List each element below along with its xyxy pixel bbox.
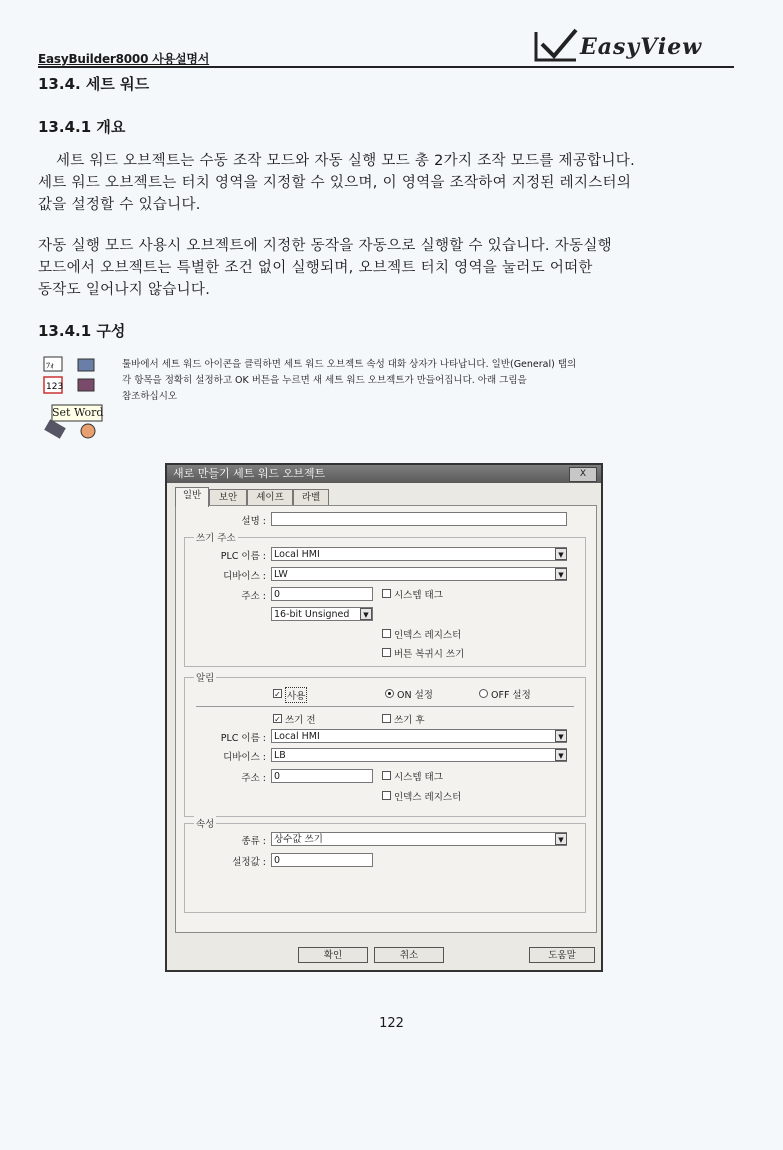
cancel-button[interactable]: 취소 xyxy=(374,947,444,963)
text-line: 자동 실행 모드 사용시 오브젝트에 지정한 동작을 자동으로 실행할 수 있습니다. 자동실행 xyxy=(38,238,612,254)
write-on-release-checkbox[interactable] xyxy=(382,648,391,657)
toolbar-icons-image xyxy=(40,355,110,440)
notify-device-select[interactable] xyxy=(271,748,567,762)
text-line: 세트 워드 오브젝트는 터치 영역을 지정할 수 있으며, 이 영역을 조작하여 지정된 레지스터의 xyxy=(38,175,632,191)
svg-text:123: 123 xyxy=(46,382,64,392)
plc-name-label: PLC 이름 : xyxy=(220,551,266,562)
after-write-label: 쓰기 후 xyxy=(394,715,425,726)
description-input[interactable] xyxy=(271,512,567,526)
section-title: 13.4. 세트 워드 xyxy=(38,75,150,93)
device-value: LW xyxy=(274,569,288,580)
logo-text: EasyView xyxy=(580,34,703,60)
chevron-down-icon[interactable]: ▼ xyxy=(555,568,567,580)
system-tag-label: 시스템 태그 xyxy=(394,590,443,601)
tab-general[interactable]: 일반 xyxy=(175,487,209,507)
set-value-label: 설정값 : xyxy=(232,857,266,868)
notify-plc-name-label: PLC 이름 : xyxy=(220,733,266,744)
set-value-input[interactable]: 0 xyxy=(271,853,373,867)
svg-text:ﾌｫ: ﾌｫ xyxy=(46,361,54,370)
type-select[interactable] xyxy=(271,832,567,846)
close-button[interactable]: X xyxy=(569,467,597,482)
write-on-release-label: 버튼 복귀시 쓰기 xyxy=(394,649,465,660)
address-input[interactable]: 0 xyxy=(271,587,373,601)
text-line: 참조하십시오 xyxy=(122,391,178,402)
attribute-group-label: 속성 xyxy=(194,816,216,830)
text-line: 값을 설정할 수 있습니다. xyxy=(38,197,201,213)
text-line: 툴바에서 세트 워드 아이콘을 클릭하면 세트 워드 오브젝트 속성 대화 상자가 나타납니다. 일반(General) 탭의 xyxy=(122,359,577,370)
dialog-title: 새로 만들기 세트 워드 오브젝트 xyxy=(173,467,326,480)
before-write-checkbox[interactable]: ✓ xyxy=(274,715,281,724)
general-tab-panel xyxy=(175,505,597,933)
header-rule xyxy=(38,66,734,68)
address-label: 주소 : xyxy=(241,591,266,602)
tab-security[interactable]: 보안 xyxy=(209,489,247,506)
description-label: 설명 : xyxy=(241,516,266,527)
plc-name-value: Local HMI xyxy=(274,549,320,560)
system-tag-checkbox[interactable] xyxy=(382,589,391,598)
chevron-down-icon[interactable]: ▼ xyxy=(360,608,372,620)
overview-heading: 13.4.1 개요 xyxy=(38,118,126,136)
enable-label: 사용 xyxy=(285,687,307,703)
notify-address-label: 주소 : xyxy=(241,773,266,784)
set-word-tooltip: Set Word xyxy=(52,406,104,419)
on-set-radio[interactable] xyxy=(385,689,394,698)
enable-checkbox[interactable]: ✓ xyxy=(274,690,281,699)
type-label: 종류 : xyxy=(241,836,266,847)
notify-index-register-checkbox[interactable] xyxy=(382,791,391,800)
notify-index-register-label: 인덱스 레지스터 xyxy=(394,792,462,803)
notify-plc-name-select[interactable] xyxy=(271,729,567,743)
notify-device-label: 디바이스 : xyxy=(223,752,266,763)
notify-plc-name-value: Local HMI xyxy=(274,731,320,742)
notify-address-input[interactable]: 0 xyxy=(271,769,373,783)
index-register-checkbox[interactable] xyxy=(382,629,391,638)
dialog-titlebar xyxy=(167,465,601,483)
page-number: 122 xyxy=(379,1016,404,1031)
text-line: 각 항목을 정확히 설정하고 OK 버튼을 누르면 새 세트 워드 오브젝트가 만들어집니다. 아래 그림을 xyxy=(122,375,527,386)
document-header-title: EasyBuilder8000 사용설명서 xyxy=(38,52,210,66)
chevron-down-icon[interactable]: ▼ xyxy=(555,749,567,761)
config-paragraph xyxy=(122,357,742,405)
divider xyxy=(196,706,574,707)
tab-label[interactable]: 라벨 xyxy=(293,489,329,506)
tab-shape[interactable]: 셰이프 xyxy=(247,489,293,506)
chevron-down-icon[interactable]: ▼ xyxy=(555,548,567,560)
data-format-select[interactable] xyxy=(271,607,373,621)
data-format-value: 16-bit Unsigned xyxy=(274,609,350,620)
chevron-down-icon[interactable]: ▼ xyxy=(555,730,567,742)
config-heading: 13.4.1 구성 xyxy=(38,322,126,340)
text-line: 세트 워드 오브젝트는 수동 조작 모드와 자동 실행 모드 총 2가지 조작 모드를 제공합니다. xyxy=(56,153,635,169)
plc-name-select[interactable] xyxy=(271,547,567,561)
text-line: 동작도 일어나지 않습니다. xyxy=(38,282,211,298)
notify-system-tag-checkbox[interactable] xyxy=(382,771,391,780)
text-line: 모드에서 오브젝트는 특별한 조건 없이 실행되며, 오브젝트 터치 영역을 눌러도 어떠한 xyxy=(38,260,593,276)
notify-system-tag-label: 시스템 태그 xyxy=(394,772,443,783)
device-select[interactable] xyxy=(271,567,567,581)
type-value: 상수값 쓰기 xyxy=(274,834,323,845)
help-button[interactable]: 도움말 xyxy=(529,947,595,963)
off-set-radio[interactable] xyxy=(479,689,488,698)
device-label: 디바이스 : xyxy=(223,571,266,582)
ok-button[interactable]: 확인 xyxy=(298,947,368,963)
overview-paragraph-1 xyxy=(38,150,758,216)
new-set-word-dialog xyxy=(165,463,603,972)
chevron-down-icon[interactable]: ▼ xyxy=(555,833,567,845)
notification-group-label: 알림 xyxy=(194,670,216,684)
overview-paragraph-2 xyxy=(38,235,758,301)
write-address-group-label: 쓰기 주소 xyxy=(194,530,238,544)
before-write-label: 쓰기 전 xyxy=(285,715,316,726)
on-set-label: ON 설정 xyxy=(397,690,433,701)
off-set-label: OFF 설정 xyxy=(491,690,531,701)
index-register-label: 인덱스 레지스터 xyxy=(394,630,462,641)
notify-device-value: LB xyxy=(274,750,286,761)
after-write-checkbox[interactable] xyxy=(382,714,391,723)
